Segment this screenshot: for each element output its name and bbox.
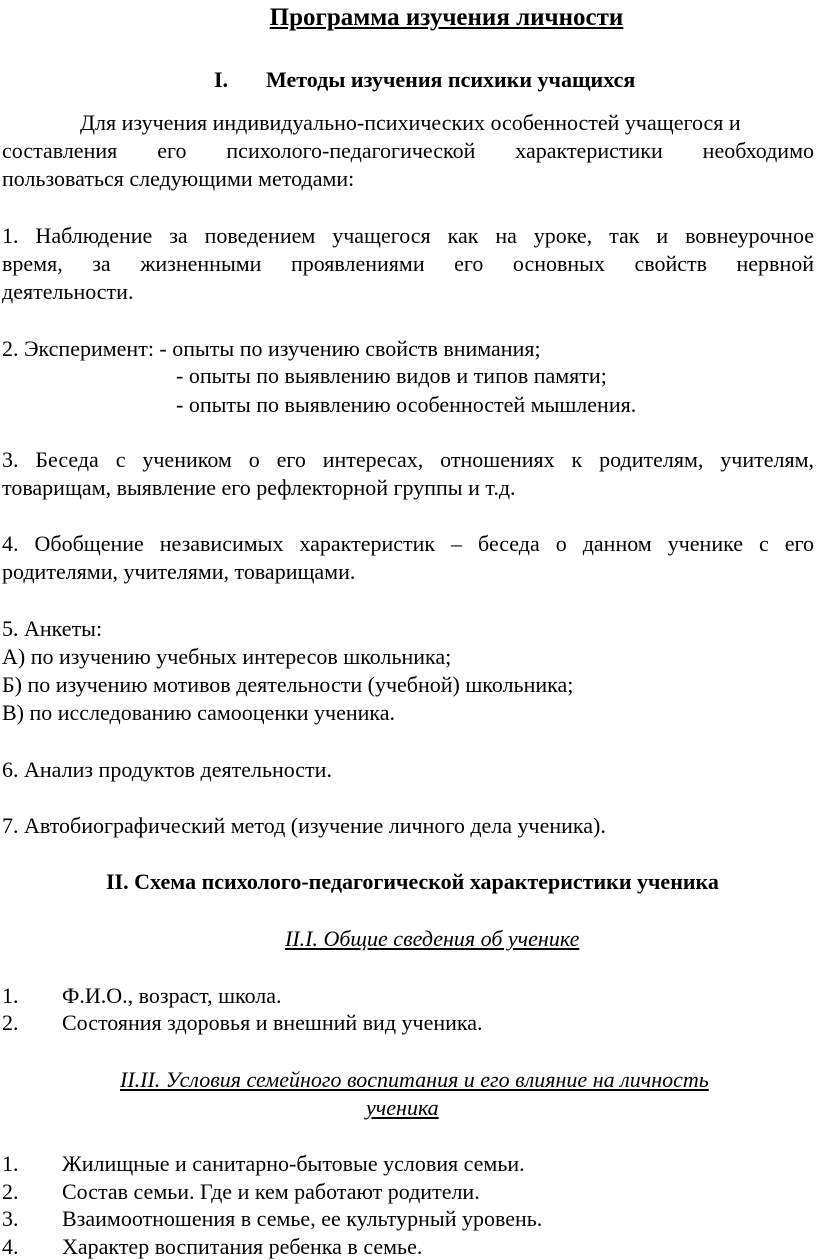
section-2-heading: II. Схема психолого-педагогической характеристики ученика <box>106 869 719 894</box>
item-6: 6. Анализ продуктов деятельности. <box>2 757 332 782</box>
sub2-item-3-number: 3. <box>2 1206 19 1231</box>
section-1-heading <box>214 66 635 93</box>
page-title: Программа изучения личности <box>269 4 624 31</box>
sub2-item-2-text: Состав семьи. Где и кем работают родители. <box>62 1179 480 1204</box>
item-2-line-1: 2. Эксперимент: - опыты по изучению свойств внимания; <box>2 336 541 361</box>
sub2-item-1-text: Жилищные и санитарно-бытовые условия семьи. <box>62 1151 525 1176</box>
section-1-number: I. <box>214 67 229 92</box>
sub2-item-2 <box>2 1178 480 1205</box>
item-4-line-1: 4. Обобщение независимых характеристик – беседа о данном ученике с его <box>2 531 814 556</box>
item-1-line-3: деятельности. <box>2 279 134 304</box>
sub2-item-3 <box>2 1205 542 1232</box>
sub2-item-2-number: 2. <box>2 1179 19 1204</box>
intro-line-2: составления его психолого-педагогической характеристики необходимо <box>2 138 814 163</box>
sub1-item-2 <box>2 1009 483 1036</box>
sub2-item-3-text: Взаимоотношения в семье, ее культурный уровень. <box>62 1206 543 1231</box>
sub2-item-4-number: 4. <box>2 1234 19 1259</box>
sub1-item-2-number: 2. <box>2 1010 19 1035</box>
subsection-2-2-heading-line-2: ученика <box>366 1095 439 1120</box>
subsection-2-2-heading-line-1: II.II. Условия семейного воспитания и его влияние на личность <box>120 1067 709 1092</box>
section-1-title: Методы изучения психики учащихся <box>266 67 636 92</box>
sub2-item-4 <box>2 1233 422 1260</box>
item-5-line-1: 5. Анкеты: <box>2 616 103 641</box>
item-1-line-2: время, за жизненными проявлениями его основных свойств нервной <box>2 251 814 276</box>
item-7: 7. Автобиографический метод (изучение личного дела ученика). <box>2 813 606 838</box>
item-2-line-2: - опыты по выявлению видов и типов памяти; <box>176 363 607 388</box>
intro-line-3: пользоваться следующими методами: <box>2 166 355 191</box>
sub2-item-1-number: 1. <box>2 1151 19 1176</box>
item-3-line-1: 3. Беседа с учеником о его интересах, отношениях к родителям, учителям, <box>2 447 814 472</box>
subsection-2-1-heading: II.I. Общие сведения об ученике <box>285 926 580 951</box>
item-4-line-2: родителями, учителями, товарищами. <box>2 559 356 584</box>
sub1-item-2-text: Состояния здоровья и внешний вид ученика. <box>62 1010 483 1035</box>
item-5-c: В) по исследованию самооценки ученика. <box>2 700 396 725</box>
item-1-line-1: 1. Наблюдение за поведением учащегося как на уроке, так и вовнеурочное <box>2 223 814 248</box>
sub1-item-1 <box>2 982 282 1009</box>
item-5-a: А) по изучению учебных интересов школьника; <box>2 644 452 669</box>
sub1-item-1-number: 1. <box>2 983 19 1008</box>
item-3-line-2: товарищам, выявление его рефлекторной группы и т.д. <box>2 475 516 500</box>
item-2-line-3: - опыты по выявлению особенностей мышления. <box>176 392 637 417</box>
sub1-item-1-text: Ф.И.О., возраст, школа. <box>62 983 282 1008</box>
intro-line-1: Для изучения индивидуально-психических особенностей учащегося и <box>80 110 741 135</box>
item-5-b: Б) по изучению мотивов деятельности (учебной) школьника; <box>2 672 574 697</box>
sub2-item-4-text: Характер воспитания ребенка в семье. <box>62 1234 423 1259</box>
sub2-item-1 <box>2 1150 525 1177</box>
